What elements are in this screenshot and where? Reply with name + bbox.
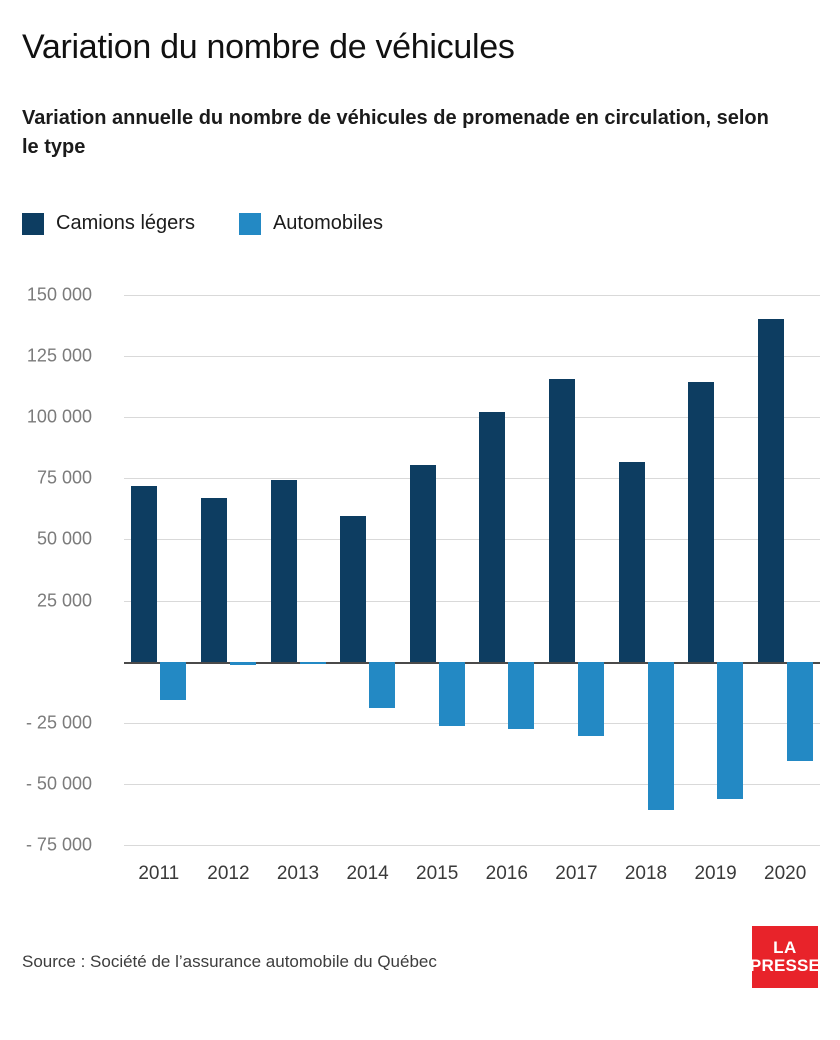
- source-note: Source : Société de l’assurance automobile du Québec: [22, 952, 437, 971]
- bar-camions-l-gers-2020: [758, 319, 784, 661]
- y-axis-tick-label: 75 000: [36, 467, 92, 488]
- bar-chart: [0, 275, 840, 895]
- y-axis-tick-label: 150 000: [26, 284, 92, 305]
- la-presse-logo: [749, 926, 821, 988]
- bars-layer: [124, 295, 820, 845]
- legend-swatch-icon: [239, 213, 261, 235]
- bar-camions-l-gers-2013: [271, 480, 297, 662]
- bar-automobiles-2020: [787, 662, 813, 761]
- page-title: Variation du nombre de véhicules: [22, 28, 515, 66]
- bar-camions-l-gers-2019: [688, 382, 714, 662]
- bar-automobiles-2013: [300, 662, 326, 664]
- y-axis-tick-label: 125 000: [26, 345, 92, 366]
- x-axis-tick-label: 2018: [624, 863, 668, 884]
- gridline: [124, 845, 820, 846]
- bar-automobiles-2016: [508, 662, 534, 729]
- y-axis-tick-label: 25 000: [36, 590, 92, 611]
- legend-label: Automobiles: [272, 212, 384, 234]
- bar-automobiles-2015: [439, 662, 465, 727]
- bar-camions-l-gers-2014: [340, 516, 366, 661]
- page-subtitle: Variation annuelle du nombre de véhicules de promenade en circulation, selon le type: [22, 107, 769, 158]
- bar-camions-l-gers-2018: [619, 462, 645, 661]
- bar-automobiles-2018: [648, 662, 674, 810]
- x-axis-tick-label: 2015: [416, 863, 459, 884]
- x-axis-labels: [124, 863, 820, 893]
- bar-camions-l-gers-2017: [549, 379, 575, 661]
- chart-legend: [22, 212, 383, 235]
- bar-automobiles-2019: [717, 662, 743, 799]
- y-axis-tick-label: 50 000: [36, 528, 92, 549]
- legend-item-camions-legers: [22, 212, 195, 235]
- legend-swatch-icon: [22, 213, 44, 235]
- x-axis-tick-label: 2017: [555, 863, 598, 884]
- x-axis-tick-label: 2019: [694, 863, 737, 884]
- x-axis-tick-label: 2011: [138, 863, 180, 884]
- bar-automobiles-2011: [160, 662, 186, 700]
- bar-automobiles-2017: [578, 662, 604, 737]
- y-axis-tick-label: 100 000: [26, 406, 92, 427]
- bar-camions-l-gers-2011: [131, 486, 157, 662]
- x-axis-tick-label: 2014: [346, 863, 389, 884]
- y-axis-tick-label: - 25 000: [25, 712, 92, 733]
- logo-line-2: PRESSE: [749, 956, 821, 975]
- logo-line-1: LA: [773, 938, 797, 958]
- y-axis-tick-label: - 50 000: [25, 773, 92, 794]
- x-axis-tick-label: 2013: [276, 863, 320, 884]
- x-axis-tick-label: 2016: [485, 863, 528, 884]
- x-axis-tick-label: 2012: [207, 863, 250, 884]
- legend-label: Camions légers: [56, 212, 195, 234]
- legend-item-automobiles: [239, 212, 383, 235]
- bar-camions-l-gers-2012: [201, 498, 227, 662]
- x-axis-tick-label: 2020: [764, 863, 807, 884]
- bar-camions-l-gers-2016: [479, 412, 505, 661]
- bar-automobiles-2012: [230, 662, 256, 666]
- bar-automobiles-2014: [369, 662, 395, 708]
- bar-camions-l-gers-2015: [410, 465, 436, 662]
- y-axis-tick-label: - 75 000: [25, 834, 92, 855]
